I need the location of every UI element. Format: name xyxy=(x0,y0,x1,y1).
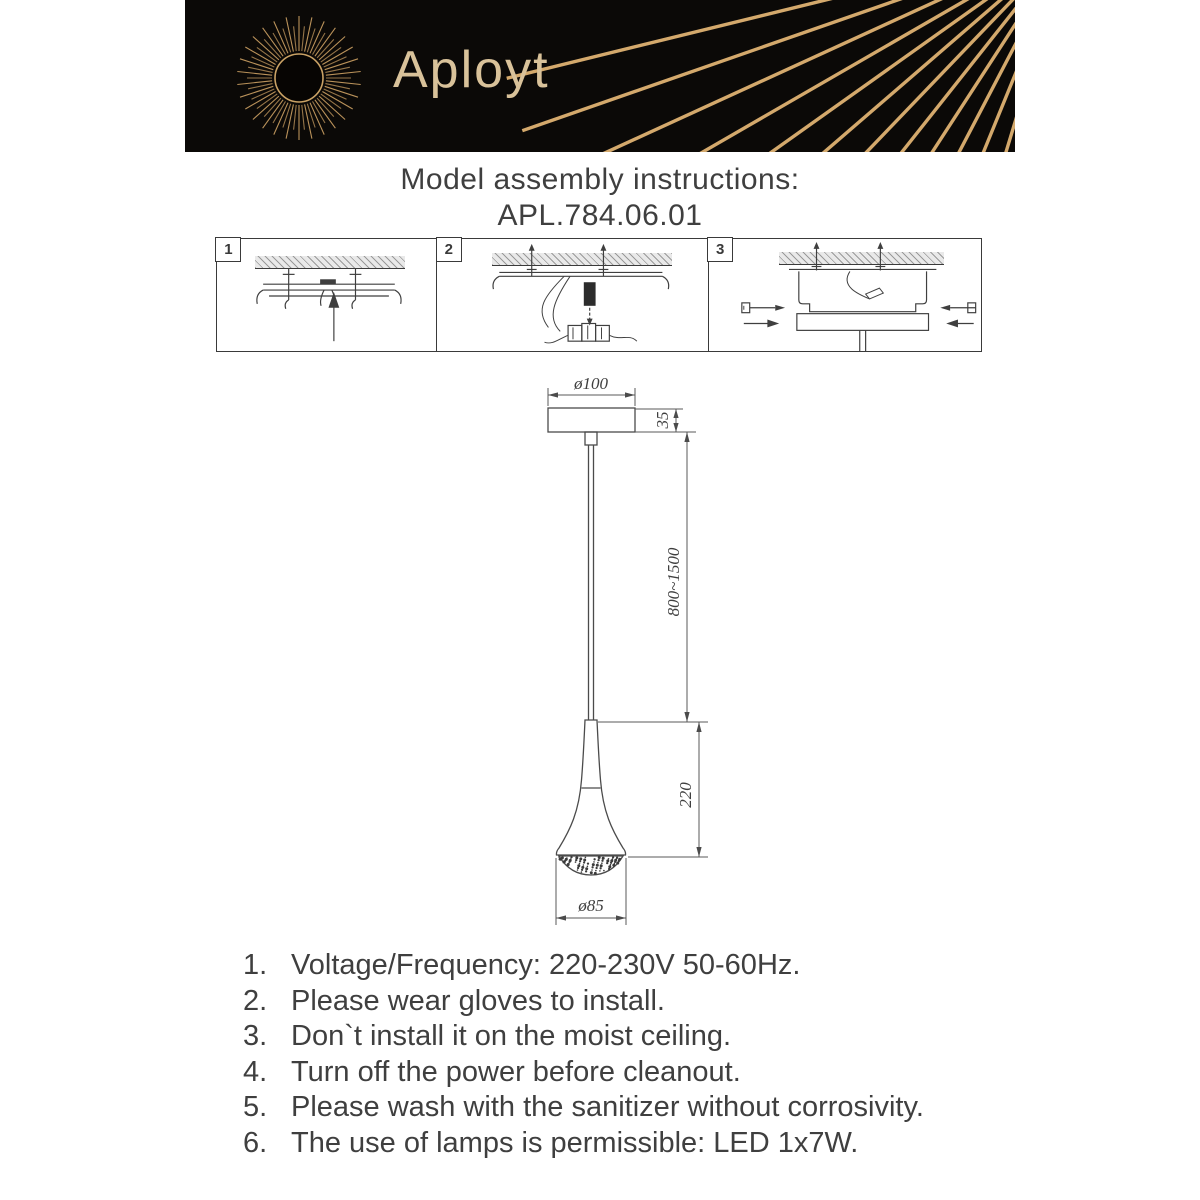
instruction-list xyxy=(243,948,924,1161)
dim-canopy-diameter: ø100 xyxy=(574,374,608,393)
brand-logo-text: Aployt xyxy=(393,41,550,99)
dim-shade-diameter: ø85 xyxy=(578,896,604,915)
assembly-step-1 xyxy=(216,238,438,352)
list-item xyxy=(243,1019,924,1055)
sunburst-core xyxy=(275,54,323,102)
model-number: APL.784.06.01 xyxy=(497,199,703,232)
step-3-diagram xyxy=(709,239,981,351)
step-1-diagram xyxy=(217,239,437,351)
item-text: Turn off the power before cleanout. xyxy=(291,1055,741,1088)
item-text: The use of lamps is permissible: LED 1x7W. xyxy=(291,1126,859,1159)
corner-rays-decoration xyxy=(507,0,1015,152)
list-item xyxy=(243,948,924,984)
title-block xyxy=(0,162,1200,234)
item-number: 1. xyxy=(243,949,268,981)
item-text: Please wear gloves to install. xyxy=(291,984,665,1017)
list-item xyxy=(243,984,924,1020)
item-number: 5. xyxy=(243,1091,268,1123)
assembly-step-3 xyxy=(708,238,982,352)
dim-shade-height: 220 xyxy=(676,782,695,808)
item-number: 3. xyxy=(243,1020,268,1052)
up-arrow-icon xyxy=(328,292,339,308)
banner-art xyxy=(185,0,1015,152)
dim-canopy-height: 35 xyxy=(653,411,672,429)
item-number: 6. xyxy=(243,1126,268,1159)
brand-banner xyxy=(185,0,1015,152)
page-title: Model assembly instructions: xyxy=(400,163,800,196)
item-number: 4. xyxy=(243,1055,268,1088)
assembly-steps-row xyxy=(216,238,982,352)
dimension-drawing xyxy=(500,372,735,934)
canopy-outline xyxy=(548,408,635,432)
list-item xyxy=(243,1055,924,1091)
item-number: 2. xyxy=(243,984,268,1017)
step-2-diagram xyxy=(437,239,708,351)
step-number-badge: 1 xyxy=(215,237,241,262)
diffuser-stipple xyxy=(558,856,621,875)
list-item xyxy=(243,1126,924,1162)
list-item xyxy=(243,1090,924,1126)
item-text: Please wash with the sanitizer without corrosivity. xyxy=(291,1091,924,1123)
step-number-badge: 3 xyxy=(707,237,733,262)
assembly-step-2 xyxy=(436,238,709,352)
item-text: Voltage/Frequency: 220-230V 50-60Hz. xyxy=(291,949,801,981)
item-text: Don`t install it on the moist ceiling. xyxy=(291,1020,732,1052)
step-number-badge: 2 xyxy=(436,237,462,262)
dim-suspension-length: 800~1500 xyxy=(664,547,683,617)
